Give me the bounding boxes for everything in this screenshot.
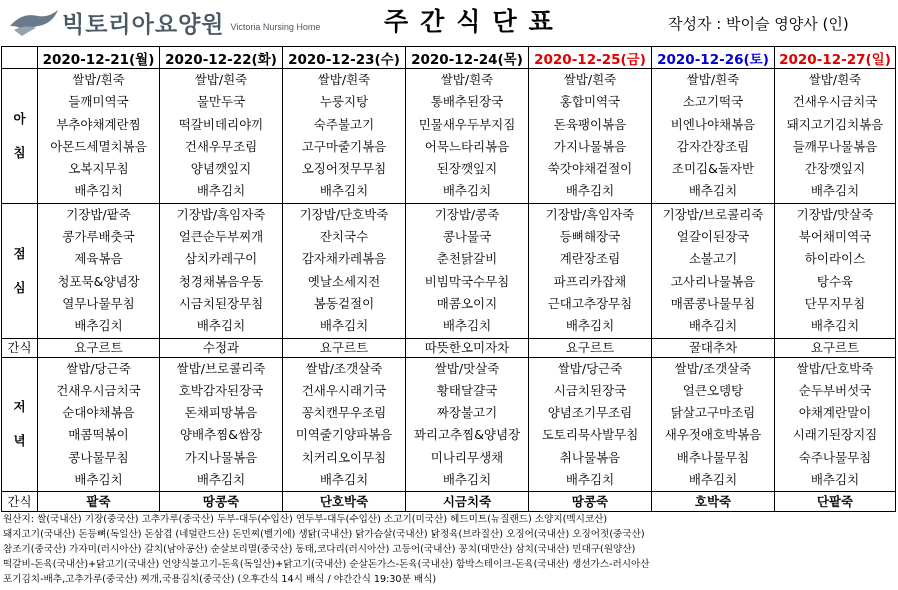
menu-item: 호박감자된장국: [178, 382, 264, 398]
breakfast-cell: [160, 69, 283, 204]
snack-cell: 수정과: [160, 338, 283, 357]
breakfast-label: 아 침: [2, 69, 38, 204]
snack-row: [2, 338, 896, 357]
menu-item: 배추김치: [319, 472, 369, 488]
breakfast-cell: [652, 69, 775, 204]
author-line: 작성자 : 박이슬 영양사 (인): [668, 15, 849, 33]
snack-cell: 요구르트: [529, 338, 652, 357]
menu-item: 쌀밥/조갯살죽: [305, 360, 383, 376]
menu-item: 콩가루배춧국: [62, 229, 135, 245]
note-line: 참조기(중국산) 가자미(러시아산) 갈치(남아공산) 순살보리멸(중국산) 동태,코다리(러시아산) 고등어(국내산) 꽁치(대만산) 삼치(국내산) 민대구(원양산): [3, 544, 636, 555]
snack-label: 간식: [2, 338, 38, 357]
date-header-row: [2, 47, 896, 69]
breakfast-cell: [406, 69, 529, 204]
note-line: 돼지고기(국내산) 돈등뼈(독일산) 돈삼겹 (네덜란드산) 돈민찌(벨기에) 생닭(국내산) 닭가슴살(국내산) 닭정육(브라질산) 오징어(국내산) 오징어젓(중국산): [3, 529, 645, 540]
page-header: [0, 0, 898, 44]
evening-snack-label: 간식: [2, 492, 38, 512]
dinner-cell: [529, 357, 652, 492]
menu-item: 배추김치: [442, 183, 492, 199]
menu-item: 쌀밥/흰죽: [72, 72, 125, 87]
evening-snack-cell: 시금치죽: [406, 492, 529, 512]
evening-snack-cell: 호박죽: [652, 492, 775, 512]
menu-item: 춘천닭갈비: [436, 251, 498, 267]
weekly-menu-table: [1, 46, 896, 512]
menu-item: 아몬드세멸치볶음: [50, 138, 147, 154]
corner-cell: [2, 47, 38, 69]
menu-item: 콩나물국: [442, 229, 492, 245]
snack-cell: 요구르트: [283, 338, 406, 357]
menu-item: 쑥갓야채겉절이: [547, 161, 633, 177]
evening-snack-cell: 단호박죽: [283, 492, 406, 512]
menu-item: 쌀밥/당근죽: [557, 360, 623, 376]
menu-item: 배추김치: [319, 318, 369, 334]
bird-logo-icon: [8, 6, 60, 38]
dinner-cell: [283, 357, 406, 492]
menu-item: 등뼈해장국: [559, 229, 621, 245]
menu-item: 쌀밥/흰죽: [317, 72, 371, 87]
menu-item: 오복지무침: [68, 161, 129, 177]
breakfast-cell: [775, 69, 896, 204]
menu-item: 꽈리고추찜&양념장: [413, 427, 521, 443]
menu-item: 누룽지탕: [319, 94, 369, 110]
menu-item: 청포묵&양념장: [57, 273, 140, 289]
menu-item: 쌀밥/흰죽: [563, 72, 617, 87]
menu-item: 숙주나물무침: [798, 449, 872, 465]
day-header-sunday: 2020-12-27(일): [775, 47, 896, 69]
menu-item: 들깨무나물볶음: [792, 138, 878, 154]
menu-item: 숙주불고기: [313, 116, 375, 132]
origin-notes: [3, 512, 895, 587]
evening-snack-cell: 땅콩죽: [529, 492, 652, 512]
breakfast-cell: [38, 69, 160, 204]
menu-item: 배추김치: [74, 183, 123, 199]
menu-item: 기장밥/브로콜리죽: [662, 206, 764, 222]
menu-item: 고사리나물볶음: [670, 273, 756, 289]
menu-item: 배추김치: [565, 318, 615, 334]
menu-item: 북어채미역국: [798, 229, 872, 245]
menu-item: 매콤떡볶이: [68, 427, 129, 443]
menu-item: 비빔막국수무침: [424, 273, 510, 289]
menu-item: 치커리오이무침: [301, 449, 387, 465]
menu-item: 조미김&돌자반: [671, 161, 755, 177]
menu-item: 삼치카레구이: [184, 251, 258, 267]
menu-item: 콩나물무침: [68, 449, 129, 465]
menu-item: 배추김치: [688, 318, 738, 334]
menu-item: 매콤오이지: [436, 295, 498, 311]
menu-item: 잔치국수: [319, 229, 369, 245]
evening-snack-cell: 땅콩죽: [160, 492, 283, 512]
menu-item: 기장밥/단호박죽: [299, 206, 389, 222]
menu-item: 건새우시금치국: [792, 94, 878, 110]
dinner-cell: [652, 357, 775, 492]
menu-item: 배추김치: [565, 472, 615, 488]
note-line: 떡갈비-돈육(국내산)+닭고기(국내산) 언양식불고기-돈육(독일산)+닭고기(국내산) 순살돈가스-돈육(국내산) 함박스테이크-돈육(국내산) 생선가스-러시아산: [3, 559, 650, 570]
menu-item: 탕수육: [816, 273, 854, 289]
day-header: 2020-12-21(월): [38, 47, 160, 69]
menu-item: 민물새우두부지짐: [418, 116, 516, 132]
menu-item: 미나리무생채: [430, 449, 504, 465]
menu-item: 감자채카레볶음: [301, 251, 387, 267]
menu-item: 쌀밥/흰죽: [686, 72, 740, 87]
menu-item: 쌀밥/브로콜리죽: [176, 360, 266, 376]
menu-item: 배추김치: [688, 183, 738, 199]
menu-item: 된장깻잎지: [436, 161, 498, 177]
evening-snack-cell: 팥죽: [38, 492, 160, 512]
menu-item: 청경채볶음우동: [178, 273, 264, 289]
menu-item: 미역줄기양파볶음: [295, 427, 393, 443]
menu-item: 배추김치: [442, 318, 492, 334]
snack-cell: 요구르트: [38, 338, 160, 357]
breakfast-cell: [283, 69, 406, 204]
logo-name: 빅토리아요양원: [62, 11, 225, 38]
breakfast-cell: [529, 69, 652, 204]
menu-item: 배추김치: [565, 183, 615, 199]
menu-item: 황태달걀국: [436, 382, 498, 398]
menu-item: 배추김치: [810, 318, 860, 334]
menu-item: 쌀밥/흰죽: [808, 72, 862, 87]
logo-subtitle: Victoria Nursing Home: [230, 22, 321, 32]
menu-item: 쌀밥/흰죽: [194, 72, 248, 87]
menu-item: 순두부버섯국: [798, 382, 872, 398]
menu-item: 감자간장조림: [676, 138, 750, 154]
dinner-row: [2, 357, 896, 492]
lunch-label: 점 심: [2, 203, 38, 338]
menu-item: 시래기된장지짐: [792, 427, 878, 443]
note-line: 포기김치-배추,고추가루(중국산) 찌개,국용김치(중국산) (오후간식 14시 배식 / 야간간식 19:30분 배식): [3, 574, 437, 585]
menu-item: 파프리카잡채: [553, 273, 627, 289]
menu-item: 매콤콩나물무침: [670, 295, 756, 311]
menu-item: 간장깻잎지: [804, 161, 866, 177]
menu-item: 배추김치: [196, 183, 246, 199]
menu-item: 기장밥/콩죽: [434, 206, 500, 222]
lunch-cell: [652, 203, 775, 338]
dinner-cell: [160, 357, 283, 492]
menu-item: 떡갈비데리야끼: [178, 116, 264, 132]
menu-item: 제육볶음: [74, 251, 123, 267]
menu-item: 하이라이스: [804, 251, 866, 267]
menu-item: 소고기떡국: [682, 94, 744, 110]
menu-item: 배추김치: [810, 183, 860, 199]
menu-item: 순대야채볶음: [62, 405, 135, 421]
menu-item: 물만두국: [196, 94, 246, 110]
dinner-cell: [38, 357, 160, 492]
menu-item: 얼큰순두부찌개: [178, 229, 264, 245]
note-line: 원산지: 쌀(국내산) 기장(중국산) 고추가루(중국산) 두부-대두(수입산) 연두부-대두(수입산) 소고기(미국산) 헤드미트(뉴질랜드) 소양지(멕시코산): [3, 514, 608, 525]
menu-item: 양념깻잎지: [190, 161, 252, 177]
menu-item: 시금치된장국: [553, 382, 627, 398]
day-header: 2020-12-23(수): [283, 47, 406, 69]
menu-item: 얼갈이된장국: [676, 229, 750, 245]
menu-item: 배추김치: [74, 318, 123, 334]
menu-item: 어묵느타리볶음: [424, 138, 510, 154]
menu-item: 배추나물무침: [676, 449, 750, 465]
menu-item: 쌀밥/조갯살죽: [674, 360, 752, 376]
lunch-row: [2, 203, 896, 338]
menu-item: 계란장조림: [559, 251, 621, 267]
page-title: 주간식단표: [384, 7, 565, 36]
menu-item: 건새우시금치국: [56, 382, 141, 398]
menu-item: 배추김치: [810, 472, 860, 488]
menu-item: 기장밥/맛살죽: [796, 206, 874, 222]
menu-item: 오징어젓무무침: [301, 161, 387, 177]
menu-item: 양배추찜&쌈장: [179, 427, 263, 443]
menu-item: 시금치된장무침: [178, 295, 264, 311]
dinner-label: 저 녁: [2, 357, 38, 492]
menu-item: 들깨미역국: [68, 94, 129, 110]
lunch-cell: [283, 203, 406, 338]
menu-item: 배추김치: [319, 183, 369, 199]
menu-item: 봄동겉절이: [313, 295, 375, 311]
lunch-cell: [775, 203, 896, 338]
menu-item: 취나물볶음: [559, 449, 621, 465]
menu-item: 부추야채계란찜: [56, 116, 141, 132]
menu-item: 쌀밥/흰죽: [440, 72, 494, 87]
menu-item: 돼지고기김치볶음: [786, 116, 884, 132]
menu-item: 근대고추장무침: [547, 295, 633, 311]
breakfast-row: [2, 69, 896, 204]
menu-item: 야채계란말이: [798, 405, 872, 421]
menu-item: 배추김치: [196, 472, 246, 488]
menu-item: 배추김치: [688, 472, 738, 488]
menu-item: 옛날소세지전: [307, 273, 381, 289]
snack-cell: 따뜻한오미자차: [406, 338, 529, 357]
menu-item: 고구마줄기볶음: [301, 138, 387, 154]
menu-item: 돈채피망볶음: [184, 405, 258, 421]
menu-item: 건새우시래기국: [301, 382, 387, 398]
menu-item: 닭살고구마조림: [670, 405, 756, 421]
menu-item: 단무지무침: [804, 295, 866, 311]
menu-item: 배추김치: [74, 472, 123, 488]
menu-item: 배추김치: [196, 318, 246, 334]
menu-item: 기장밥/팥죽: [66, 206, 131, 222]
menu-item: 돈육팽이볶음: [553, 116, 627, 132]
day-header-saturday: 2020-12-26(토): [652, 47, 775, 69]
menu-item: 홍합미역국: [559, 94, 621, 110]
menu-item: 쌀밥/단호박죽: [796, 360, 874, 376]
menu-item: 꽁치캔무우조림: [301, 405, 387, 421]
menu-item: 기장밥/흑임자죽: [176, 206, 266, 222]
menu-item: 열무나물무침: [62, 295, 135, 311]
lunch-cell: [38, 203, 160, 338]
dinner-cell: [406, 357, 529, 492]
logo: [8, 4, 320, 40]
menu-item: 기장밥/흑임자죽: [545, 206, 635, 222]
lunch-cell: [160, 203, 283, 338]
menu-item: 양념조기무조림: [547, 405, 633, 421]
menu-item: 소불고기: [688, 251, 738, 267]
menu-item: 도토리묵사발무침: [541, 427, 639, 443]
menu-item: 쌀밥/맛살죽: [434, 360, 500, 376]
menu-item: 새우젓애호박볶음: [664, 427, 762, 443]
day-header-holiday: 2020-12-25(금): [529, 47, 652, 69]
dinner-cell: [775, 357, 896, 492]
menu-item: 비엔나야채볶음: [670, 116, 756, 132]
lunch-cell: [406, 203, 529, 338]
menu-item: 배추김치: [442, 472, 492, 488]
snack-cell: 꿀대추차: [652, 338, 775, 357]
snack-cell: 요구르트: [775, 338, 896, 357]
evening-snack-cell: 단팥죽: [775, 492, 896, 512]
evening-snack-row: [2, 492, 896, 512]
day-header: 2020-12-24(목): [406, 47, 529, 69]
menu-item: 얼큰오뎅탕: [682, 382, 744, 398]
menu-item: 가지나물볶음: [553, 138, 627, 154]
menu-item: 쌀밥/당근죽: [66, 360, 131, 376]
menu-item: 짜장불고기: [436, 405, 498, 421]
menu-item: 가지나물볶음: [184, 449, 258, 465]
menu-item: 통배추된장국: [430, 94, 504, 110]
menu-item: 건새우무조림: [184, 138, 258, 154]
lunch-cell: [529, 203, 652, 338]
day-header: 2020-12-22(화): [160, 47, 283, 69]
